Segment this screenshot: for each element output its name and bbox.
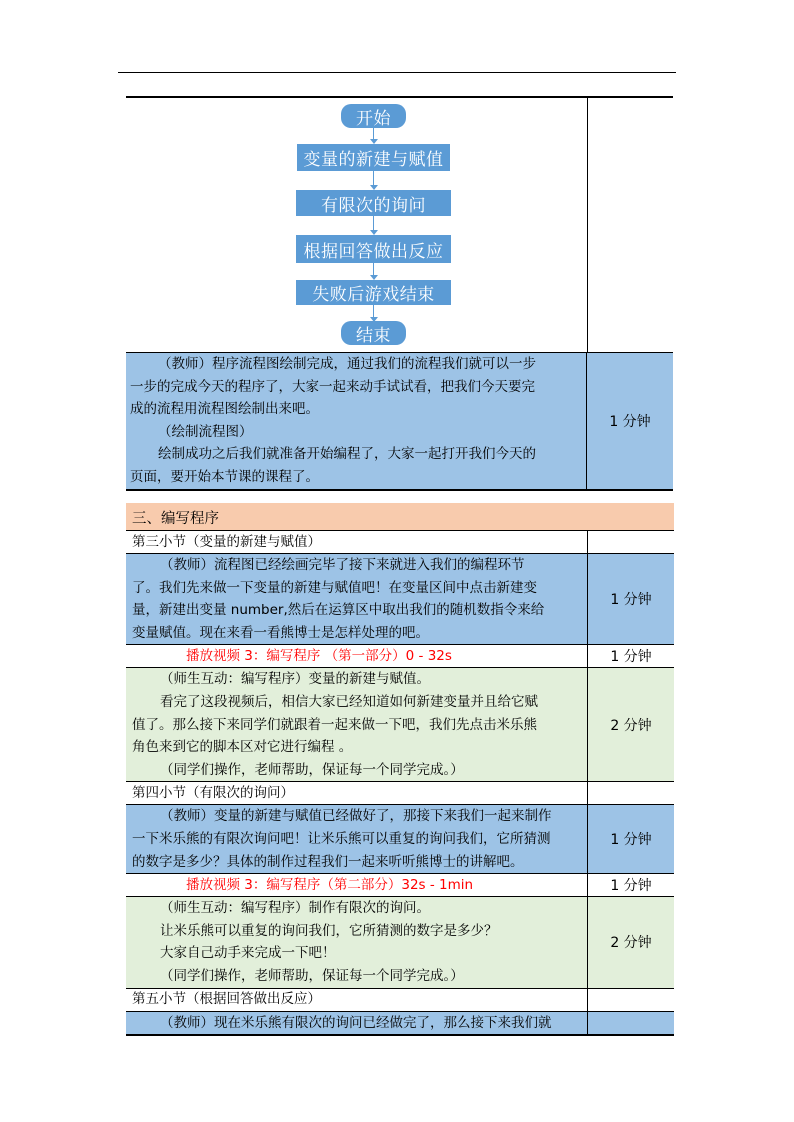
text-line: （教师）变量的新建与赋值已经做好了，那接下来我们一起来制作 [160, 808, 552, 825]
duration-cell: 2 分钟 [588, 668, 674, 781]
text-line: （教师）流程图已经绘画完毕了接下来就进入我们的编程环节 [160, 557, 525, 573]
text-line: 量，新建出变量 number,然后在运算区中取出我们的随机数指令来给 [132, 602, 545, 619]
teacher-text [126, 805, 588, 873]
text-line: 角色来到它的脚本区对它进行编程 。 [132, 739, 353, 756]
flow-start: 开始 [341, 104, 406, 128]
teacher-row [126, 804, 674, 873]
text-line: 大家自己动手来完成一下吧！ [160, 945, 336, 962]
interaction-text [126, 897, 588, 987]
text-line: （师生互动：编写程序）制作有限次的询问。 [160, 900, 430, 917]
interaction-text [126, 668, 588, 781]
duration-cell: 1 分钟 [587, 353, 673, 489]
intro-text [126, 353, 587, 489]
text-line: 让米乐熊可以重复的询问我们，它所猜测的数字是多少？ [160, 922, 498, 939]
subsection-row [126, 988, 674, 1011]
empty-cell [588, 989, 674, 1011]
text-line: （同学们操作，老师帮助，保证每一个同学完成。） [160, 761, 464, 778]
duration-cell: 1 分钟 [610, 649, 652, 666]
flow-step-variable: 变量的新建与赋值 [297, 144, 450, 171]
interaction-row [126, 667, 674, 781]
flowchart-row [126, 98, 673, 352]
video-instruction: 播放视频 3：编写程序 （第一部分）0 - 32s [126, 645, 588, 667]
duration-cell: 1 分钟 [588, 554, 674, 644]
subsection-title: 第三小节（变量的新建与赋值） [126, 531, 588, 553]
page-header-rule [118, 72, 676, 73]
text-line: （同学们操作，老师帮助，保证每一个同学完成。） [160, 967, 464, 984]
text-line: 成的流程用流程图绘制出来吧。 [130, 401, 319, 418]
teacher-row [126, 553, 674, 644]
video-row [126, 873, 674, 896]
duration-cell: 2 分钟 [588, 897, 674, 987]
flow-step-gameover: 失败后游戏结束 [296, 280, 451, 305]
text-line: （教师）现在米乐熊有限次的询问已经做完了，那么接下来我们就 [160, 1014, 552, 1031]
text-line: （绘制流程图） [158, 423, 253, 440]
text-line: 的数字是多少？具体的制作过程我们一起来听听熊博士的讲解吧。 [132, 853, 524, 870]
duration-cell: 1 分钟 [588, 805, 674, 873]
text-line: 一下米乐熊的有限次询问吧！让米乐熊可以重复的询问我们，它所猜测 [132, 830, 551, 847]
intro-row [126, 352, 673, 489]
teacher-text [126, 1012, 588, 1035]
text-line: 看完了这段视频后，相信大家已经知道如何新建变量并且给它赋 [160, 693, 538, 710]
text-line: （师生互动：编写程序）变量的新建与赋值。 [160, 671, 430, 688]
interaction-row [126, 896, 674, 987]
empty-cell [588, 782, 674, 804]
duration-cell: 1 分钟 [610, 878, 652, 895]
teacher-text [126, 554, 588, 644]
teacher-row [126, 1011, 674, 1035]
text-line: （教师）程序流程图绘制完成，通过我们的流程我们就可以一步 [158, 356, 536, 372]
subsection-row [126, 781, 674, 804]
flow-end: 结束 [341, 321, 406, 345]
column-divider [587, 98, 588, 352]
text-line: 绘制成功之后我们就准备开始编程了，大家一起打开我们今天的 [158, 446, 536, 463]
text-line: 变量赋值。现在来看一看熊博士是怎样处理的吧。 [132, 624, 429, 641]
subsection-title: 第五小节（根据回答做出反应） [126, 989, 588, 1011]
text-line: 了。我们先来做一下变量的新建与赋值吧！在变量区间中点击新建变 [132, 579, 537, 596]
text-line: 页面，要开始本节课的课程了。 [130, 468, 319, 485]
video-row [126, 644, 674, 667]
video-instruction: 播放视频 3：编写程序（第二部分）32s - 1min [126, 874, 588, 896]
empty-cell [588, 531, 674, 553]
subsection-title: 第四小节（有限次的询问） [126, 782, 588, 804]
flowchart-table [126, 96, 673, 491]
flow-step-react: 根据回答做出反应 [296, 235, 451, 263]
text-line: 一步的完成今天的程序了，大家一起来动手试试看，把我们今天要完 [130, 378, 535, 395]
section-three-table [126, 503, 674, 1036]
flow-step-ask: 有限次的询问 [296, 190, 451, 216]
text-line: 值了。那么接下来同学们就跟着一起来做一下吧，我们先点击米乐熊 [132, 716, 537, 733]
section-title: 三、编写程序 [126, 503, 674, 530]
subsection-row [126, 530, 674, 553]
duration-cell [588, 1012, 674, 1035]
